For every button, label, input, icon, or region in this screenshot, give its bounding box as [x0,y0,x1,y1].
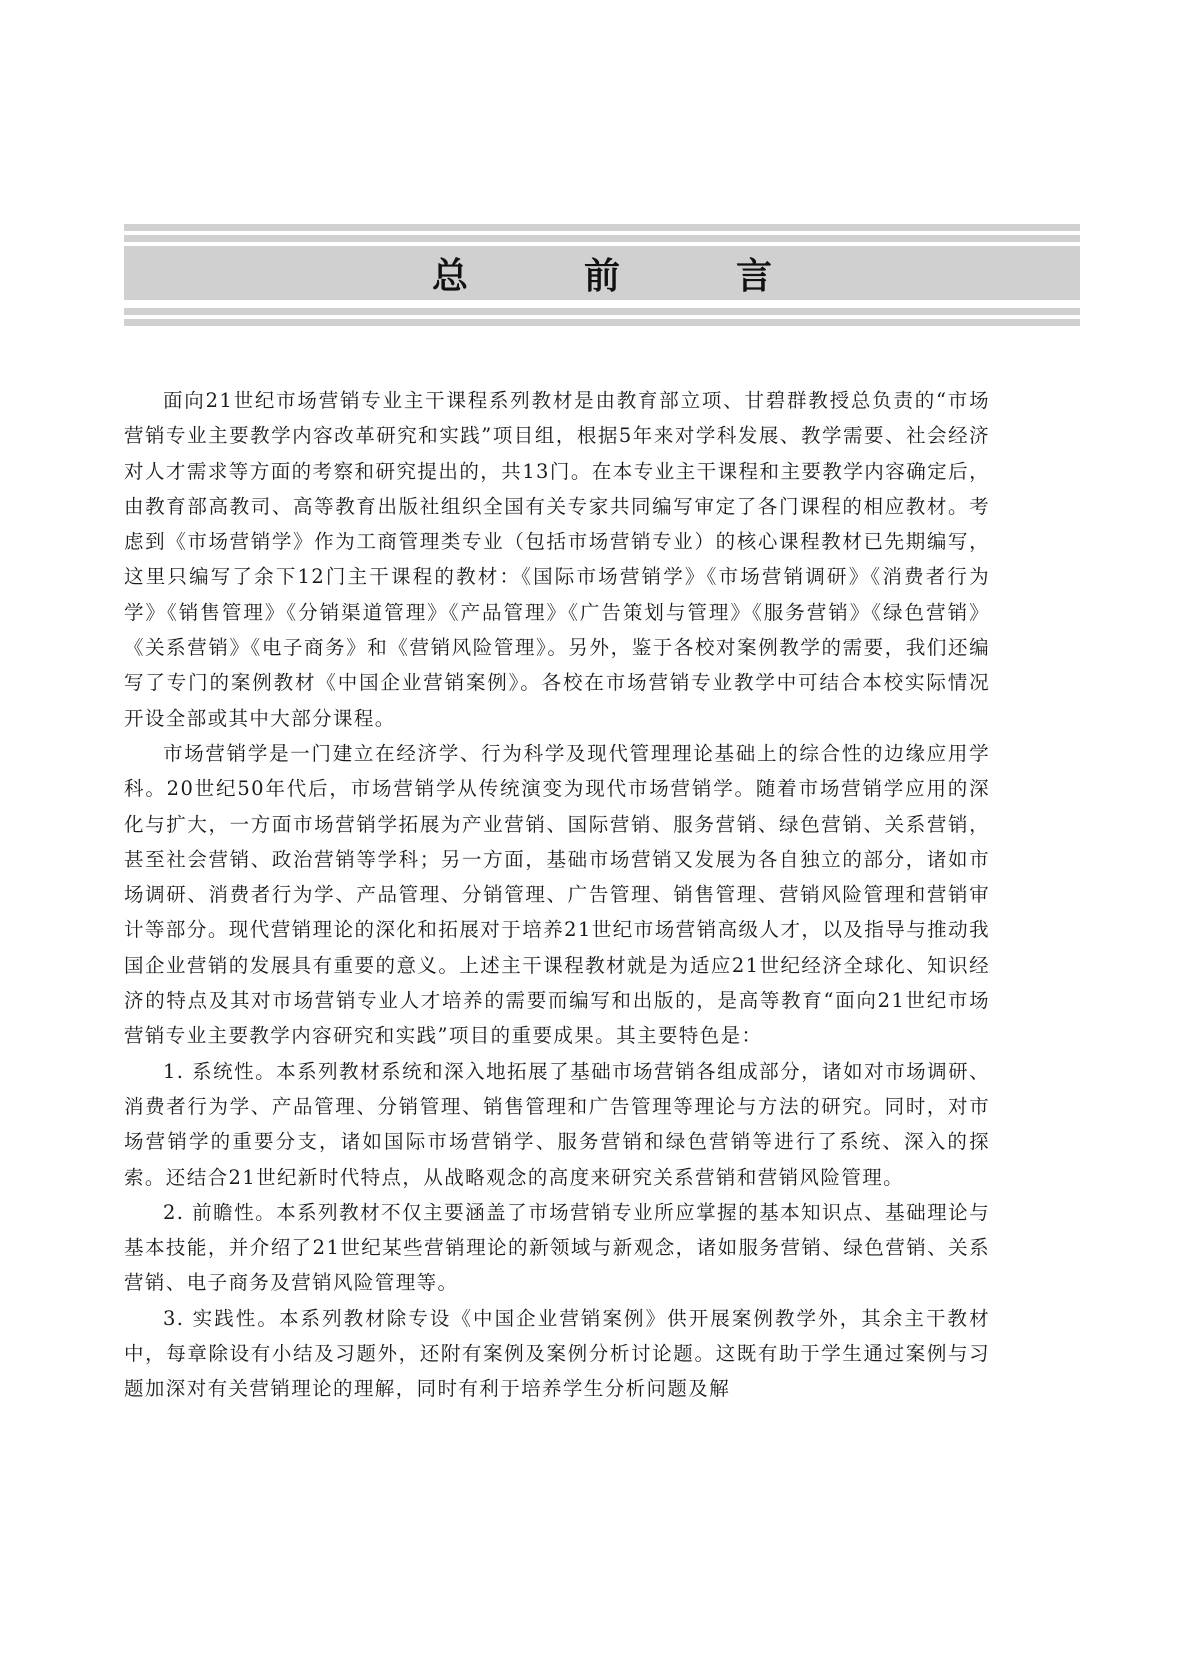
body-text [124,383,990,1407]
decorative-stripe [124,224,1080,231]
decorative-stripe [124,308,1080,315]
paragraph: 3. 实践性。本系列教材除专设《中国企业营销案例》供开展案例教学外，其余主干教材中，每章除设有小结及习题外，还附有案例及案例分析讨论题。这既有助于学生通过案例与习题加深对有关营销理论的理解，同时有利于培养学生分析问题及解 [124,1306,990,1401]
title-band [124,246,1080,300]
paragraph: 面向21世纪市场营销专业主干课程系列教材是由教育部立项、甘碧群教授总负责的“市场营销专业主要教学内容改革研究和实践”项目组，根据5年来对学科发展、教学需要、社会经济对人才需求等方面的考察和研究提出的，共13门。在本专业主干课程和主要教学内容确定后，由教育部高教司、高等教育出版社组织全国有关专家共同编写审定了各门课程的相应教材。考虑到《市场营销学》作为工商管理类专业（包括市场营销专业）的核心课程教材已先期编写，这里只编写了余下12门主干课程的教材：《国际市场营销学》《市场营销调研》《消费者行为学》《销售管理》《分销渠道管理》《产品管理》《广告策划与管理》《服务营销》《绿色营销》《关系营销》《电子商务》和《营销风险管理》。另外，鉴于各校对案例教学的需要，我们还编写了专门的案例教材《中国企业营销案例》。各校在市场营销专业教学中可结合本校实际情况开设全部或其中大部分课程。 [124,389,990,730]
paragraph: 2. 前瞻性。本系列教材不仅主要涵盖了市场营销专业所应掌握的基本知识点、基础理论与基本技能，并介绍了21世纪某些营销理论的新领域与新观念，诸如服务营销、绿色营销、关系营销、电子商务及营销风险管理等。 [124,1200,990,1295]
paragraph: 1. 系统性。本系列教材系统和深入地拓展了基础市场营销各组成部分，诸如对市场调研、消费者行为学、产品管理、分销管理、销售管理和广告管理等理论与方法的研究。同时，对市场营销学的重要分支，诸如国际市场营销学、服务营销和绿色营销等进行了系统、深入的探索。还结合21世纪新时代特点，从战略观念的高度来研究关系营销和营销风险管理。 [124,1059,990,1189]
paragraph: 市场营销学是一门建立在经济学、行为科学及现代管理理论基础上的综合性的边缘应用学科。20世纪50年代后，市场营销学从传统演变为现代市场营销学。随着市场营销学应用的深化与扩大，一方面市场营销学拓展为产业营销、国际营销、服务营销、绿色营销、关系营销，甚至社会营销、政治营销等学科；另一方面，基础市场营销又发展为各自独立的部分，诸如市场调研、消费者行为学、产品管理、分销管理、广告管理、销售管理、营销风险管理和营销审计等部分。现代营销理论的深化和拓展对于培养21世纪市场营销高级人才，以及指导与推动我国企业营销的发展具有重要的意义。上述主干课程教材就是为适应21世纪经济全球化、知识经济的特点及其对市场营销专业人才培养的需要而编写和出版的，是高等教育“面向21世纪市场营销专业主要教学内容研究和实践”项目的重要成果。其主要特色是： [124,741,990,1048]
decorative-stripe [124,319,1080,326]
page-title: 总 前 言 [431,255,812,297]
heading-block [124,224,1080,330]
decorative-stripe [124,235,1080,242]
